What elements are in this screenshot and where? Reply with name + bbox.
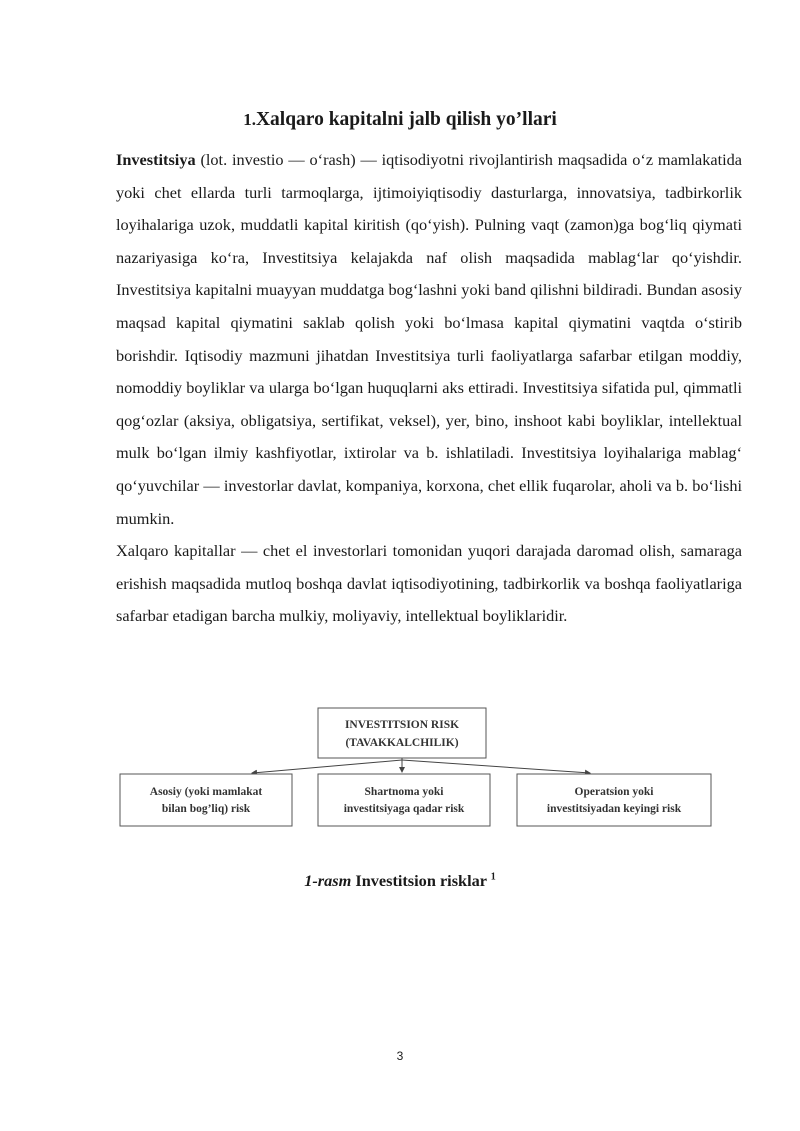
section-number: 1.	[243, 110, 256, 129]
asosiy-risk-line1: Asosiy (yoki mamlakat	[149, 786, 263, 798]
figure-label: 1-rasm	[304, 871, 352, 890]
footnote-marker: 1	[490, 871, 496, 883]
diagram-box-asosiy-risk	[120, 774, 292, 826]
diagram-box-shartnoma-risk	[318, 774, 490, 826]
risk-diagram	[0, 700, 800, 840]
operatsion-risk-line1: Operatsion yoki	[574, 786, 654, 798]
term-investitsiya: Investitsiya	[116, 150, 196, 169]
section-title-text: Xalqaro kapitalni jalb qilish yo’llari	[255, 109, 557, 130]
diagram-box-operatsion-risk	[517, 774, 711, 826]
paragraph-investitsiya	[116, 144, 742, 535]
section-title	[0, 109, 800, 131]
body-text	[116, 144, 742, 633]
page-number: 3	[396, 1049, 404, 1063]
paragraph-investitsiya-text: (lot. investio — o‘rash) — iqtisodiyotni rivojlantirish maqsadida o‘z mamlakatida yoki chet ellarda turli tarmoqlarga, ijtimoiyiqtisodiy dasturlarga, innovatsiya, tadbirkorlik loyihalariga uzok, muddatli kapital kiritish (qo‘yish). Pulning vaqt (zamon)ga bog‘liq qiymati nazariyasiga ko‘ra, Investitsiya kelajakda naf olish maqsadida mablag‘lar qo‘yishdir. Investitsiya kapitalni muayyan muddatga bog‘lashni yoki band qilishni bildiradi. Bundan asosiy maqsad kapital qiymatini saklab qolish yoki bo‘lmasa kapital qiymatini vaqtda o‘stirib borishdir. Iqtisodiy mazmuni jihatdan Investitsiya turli faoliyatlarga safarbar etilgan moddiy, nomoddiy boyliklar va ularga bo‘lgan huquqlarni aks ettiradi. Investitsiya sifatida pul, qimmatli qog‘ozlar (aksiya, obligatsiya, sertifikat, veksel), yer, bino, inshoot kabi boyliklar, intellektual mulk bo‘lgan ilmiy kashfiyotlar, ixtirolar va b. ishlatiladi. Investitsiya loyihalariga mablag‘ qo‘yuvchilar — investorlar davlat, kompaniya, korxona, chet ellik fuqarolar, aholi va b. bo‘lishi mumkin.	[116, 150, 742, 528]
top-box-line2: (TAVAKKALCHILIK)	[345, 737, 459, 749]
diagram-top-box	[318, 708, 486, 758]
asosiy-risk-line2: bilan bog’liq) risk	[161, 803, 251, 815]
figure-caption	[0, 871, 800, 891]
top-box-line1: INVESTITSION RISK	[344, 719, 460, 731]
shartnoma-risk-line2: investitsiyaga qadar risk	[343, 803, 465, 815]
operatsion-risk-line2: investitsiyadan keyingi risk	[546, 803, 682, 815]
figure-caption-text: Investitsion risklar	[351, 871, 491, 890]
diagram-connectors	[252, 758, 590, 773]
shartnoma-risk-line1: Shartnoma yoki	[364, 786, 444, 798]
paragraph-xalqaro-kapitallar: Xalqaro kapitallar — chet el investorlari tomonidan yuqori darajada daromad olish, samaraga erishish maqsadida mutloq boshqa davlat iqtisodiyotining, tadbirkorlik va boshqa faoliyatlariga safarbar etadigan barcha mulkiy, moliyaviy, intellektual boyliklaridir.	[116, 541, 742, 626]
